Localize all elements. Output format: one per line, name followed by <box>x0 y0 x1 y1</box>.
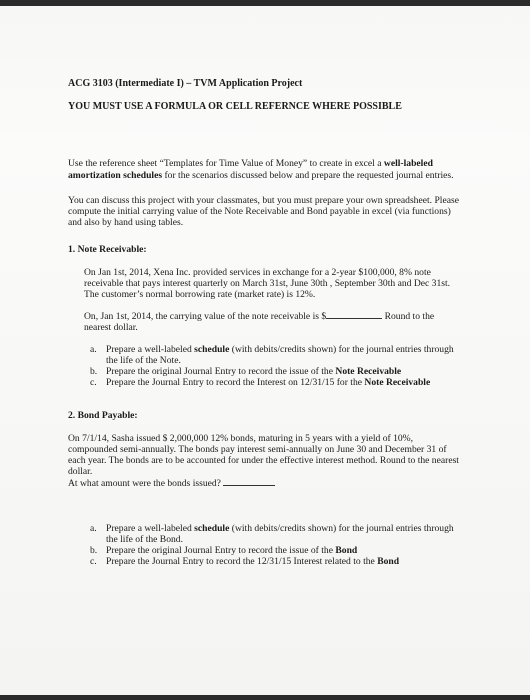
intro-paragraph-2: You can discuss this project with your classmates, but you must prepare your own spreadsheet. Please compute the initial carrying value of the Note Receivable and Bond payable in excel (via functions) and also by hand using tables. <box>68 194 459 229</box>
list-marker: c. <box>90 556 97 568</box>
intro-paragraph-1 <box>68 158 460 180</box>
document-content <box>68 78 460 567</box>
list-item <box>84 523 460 545</box>
list-marker: b. <box>90 545 98 557</box>
list-marker: a. <box>90 522 97 534</box>
intro-p1-text-c: for the scenarios discussed below and prepare the requested journal entries. <box>162 169 454 181</box>
document-title: ACG 3103 (Intermediate I) – TVM Application Project <box>68 78 303 89</box>
bottom-edge <box>0 695 530 700</box>
list-marker: b. <box>90 366 98 378</box>
list-item <box>84 377 460 388</box>
list-marker: c. <box>90 377 97 389</box>
list-item-text: Prepare a well-labeled <box>106 522 195 534</box>
list-item-text: Prepare the original Journal Entry to record the issue of the <box>106 366 336 378</box>
list-item-text: Prepare the Journal Entry to record the 12/31/15 Interest related to the <box>106 556 378 568</box>
section-1-question <box>84 310 460 333</box>
list-item-bold: schedule <box>194 343 230 355</box>
list-item-text-tail: (with debits/credits shown) for the journal entries through the life of the Bond. <box>106 522 454 545</box>
list-item <box>84 545 460 556</box>
list-marker: a. <box>90 343 97 355</box>
list-item <box>84 556 460 567</box>
document-page <box>0 6 530 695</box>
list-item <box>84 344 460 366</box>
list-item-text: Prepare the original Journal Entry to record the issue of the <box>106 545 336 557</box>
section-1-task-list <box>68 344 460 389</box>
answer-blank <box>223 477 275 486</box>
list-item-text: Prepare the Journal Entry to record the Interest on 12/31/15 for the <box>106 377 365 389</box>
list-item <box>84 366 460 377</box>
list-item-bold: schedule <box>194 522 230 534</box>
list-item-text-tail: (with debits/credits shown) for the journal entries through the life of the Note. <box>106 343 454 366</box>
section-2-question <box>68 477 460 489</box>
answer-blank <box>326 310 382 319</box>
list-item-bold: Bond <box>377 556 400 568</box>
list-item-bold: Note Receivable <box>364 377 431 389</box>
section-2-text: On 7/1/14, Sasha issued $ 2,000,000 12% bonds, maturing in 5 years with a yield of 10%, compounded semi-annually. The bonds pay interest semi-annually on June 30 and December 31 of each year. The bonds are to be accounted for under the effective interest method. Round to the nearest dollar. <box>68 432 459 478</box>
list-item-text: Prepare a well-labeled <box>106 343 195 355</box>
document-subtitle: YOU MUST USE A FORMULA OR CELL REFERNCE WHERE POSSIBLE <box>68 101 402 113</box>
section-1-question-text: On, Jan 1st, 2014, the carrying value of the note receivable is $ <box>84 311 327 323</box>
section-2-task-list <box>68 523 460 568</box>
intro-p1-bold: well-labeled amortization schedules <box>68 158 433 181</box>
section-2-heading: 2. Bond Payable: <box>68 410 138 422</box>
section-1-text: On Jan 1st, 2014, Xena Inc. provided services in exchange for a 2-year $100,000, 8% note receivable that pays interest quarterly on March 31st, June 30th , September 30th and Dec 31st. The customer’s normal borrowing rate (market rate) is 12%. <box>84 266 451 301</box>
section-1-heading: 1. Note Receivable: <box>68 244 147 256</box>
list-item-bold: Bond <box>335 545 358 557</box>
section-2-question-text: At what amount were the bonds issued? <box>68 478 224 490</box>
section-1-question-tail: Round to the nearest dollar. <box>84 311 435 334</box>
list-item-bold: Note Receivable <box>335 366 402 378</box>
intro-p1-text-a: Use the reference sheet “Templates for Time Value of Money” to create in excel a <box>68 158 384 170</box>
